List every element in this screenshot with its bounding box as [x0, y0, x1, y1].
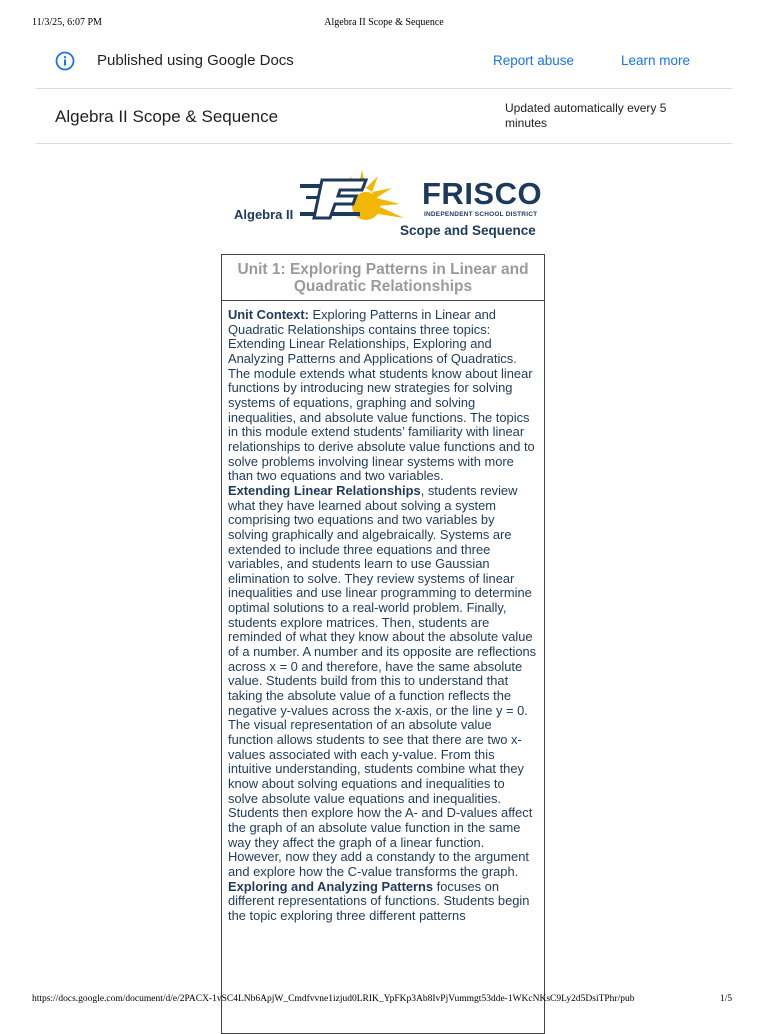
document-title: Algebra II Scope & Sequence — [55, 107, 279, 126]
print-page-number: 1/5 — [720, 994, 733, 1004]
extending-linear-label: Extending Linear Relationships — [228, 482, 421, 498]
document-title-bar — [36, 89, 732, 144]
district-subtitle: INDEPENDENT SCHOOL DISTRICT — [424, 211, 538, 218]
publish-bar — [36, 40, 732, 89]
exploring-patterns-text: focuses on different representations of functions. Students begin the topic exploring three different patterns — [228, 878, 530, 923]
exploring-patterns-paragraph — [228, 880, 538, 924]
print-page-title: Algebra II Scope & Sequence — [324, 17, 444, 28]
learn-more-link[interactable]: Learn more — [621, 53, 691, 68]
unit-title: Unit 1: Exploring Patterns in Linear and Quadratic Relationships — [222, 255, 544, 301]
unit-description — [222, 301, 544, 924]
published-notice: Published using Google Docs — [97, 52, 294, 69]
frisco-isd-logo — [230, 166, 550, 244]
scope-sequence-label: Scope and Sequence — [400, 223, 536, 238]
extending-linear-text: , students review what they have learned about solving a system comprising two equations and two variables by solving graphically and algebraically. Systems are extended to include three equations and three variables, and students learn to use Gaussian elimination to solve. They review systems of linear inequalities and use linear programming to determine optimal solutions to a real-world problem. Finally, students explore matrices. Then, students are reminded of what they know about the absolute value of a number. A number and its opposite are reflections across x = 0 and therefore, have the same absolute value. Students build from this to understand that taking the absolute value of a function reflects the negative y-values across the x-axis, or the line y = 0. The visual representation of an absolute value function allows students to see that there are two x-values associated with each y-value. From this intuitive understanding, students combine what they know about solving equations and inequalities to solve absolute value equations and inequalities. Students then explore how the A- and D-values affect the graph of an absolute value function in the same way they affect the graph of a linear function. However, now they add a constandy to the argument and explore how the C-value transforms the graph. — [228, 482, 537, 879]
print-footer-url: https://docs.google.com/document/d/e/2PACX-1vSC4LNb6ApjW_Cmdfvvne1izjud0LRIK_YpFKp3Ab8IvPjVummgt53dde-1WKcNKsC9Ly2d5DsiTPhr/pub — [32, 994, 635, 1004]
print-datetime: 11/3/25, 6:07 PM — [32, 17, 102, 28]
extending-linear-paragraph — [228, 484, 538, 880]
report-abuse-link[interactable]: Report abuse — [493, 53, 575, 68]
update-notice: Updated automatically every 5 minutes — [505, 101, 667, 130]
unit-context-label: Unit Context: — [228, 307, 309, 322]
info-icon[interactable] — [55, 51, 75, 71]
exploring-patterns-label: Exploring and Analyzing Patterns — [228, 878, 434, 894]
frisco-f-sunburst-icon — [300, 166, 420, 222]
district-name: FRISCO — [422, 176, 543, 211]
course-label: Algebra II — [234, 207, 294, 222]
unit-table — [221, 254, 545, 1034]
unit-context-paragraph — [228, 308, 538, 484]
unit-context-text: Exploring Patterns in Linear and Quadratic Relationships contains three topics: Extending Linear Relationships, Exploring and Analyzing Patterns and Applications of Quadratics. The module extends what students know about linear functions by introducing new strategies for solving systems of equations, graphing and solving inequalities, and absolute value functions. The topics in this module extend students’ familiarity with linear relationships to derive absolute value functions and to solve problems involving linear systems with more than two equations and two variables. — [228, 307, 535, 484]
